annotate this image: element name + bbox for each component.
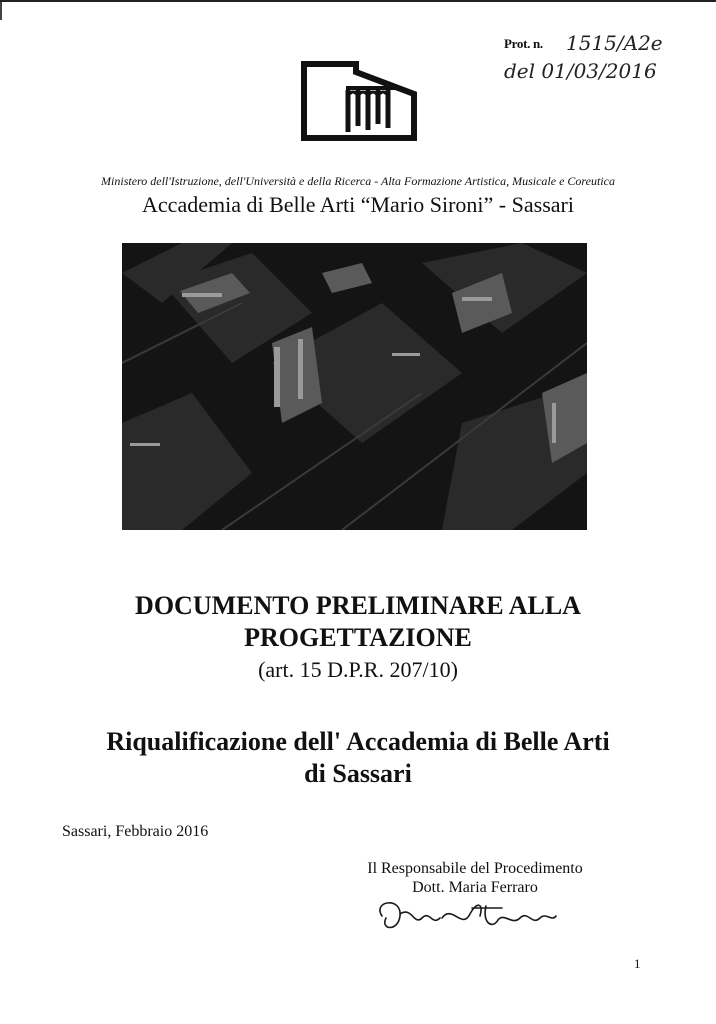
project-title	[0, 726, 716, 790]
protocol-handwriting	[500, 22, 700, 82]
protocol-date: del 01/03/2016	[504, 59, 657, 82]
protocol-number: 1515/A2e	[566, 31, 663, 55]
handwritten-signature	[372, 896, 562, 936]
document-title	[0, 590, 716, 654]
title-line-1: DOCUMENTO PRELIMINARE ALLA	[135, 591, 581, 620]
responsible-name: Dott. Maria Ferraro	[412, 879, 538, 896]
title-line-2: PROGETTAZIONE	[244, 623, 472, 652]
document-subtitle: (art. 15 D.P.R. 207/10)	[258, 657, 458, 682]
ministry-line: Ministero dell'Istruzione, dell'Università e della Ricerca - Alta Formazione Artistica, Musicale e Coreutica	[101, 174, 615, 188]
project-line-1: Riqualificazione dell' Accademia di Belle Arti	[106, 727, 610, 756]
page-number: 1	[634, 956, 641, 971]
left-edge-mark	[0, 2, 2, 20]
top-border-line	[0, 0, 716, 2]
aerial-photo	[122, 243, 587, 530]
academy-logo	[296, 58, 418, 144]
project-line-2: di Sassari	[304, 759, 412, 788]
academy-name: Accademia di Belle Arti “Mario Sironi” - Sassari	[142, 192, 574, 217]
protocol-label: Prot. n.	[504, 36, 543, 51]
responsible-block	[355, 859, 595, 897]
place-date: Sassari, Febbraio 2016	[62, 823, 209, 840]
responsible-role: Il Responsabile del Procedimento	[367, 860, 583, 877]
protocol-stamp	[500, 22, 700, 82]
